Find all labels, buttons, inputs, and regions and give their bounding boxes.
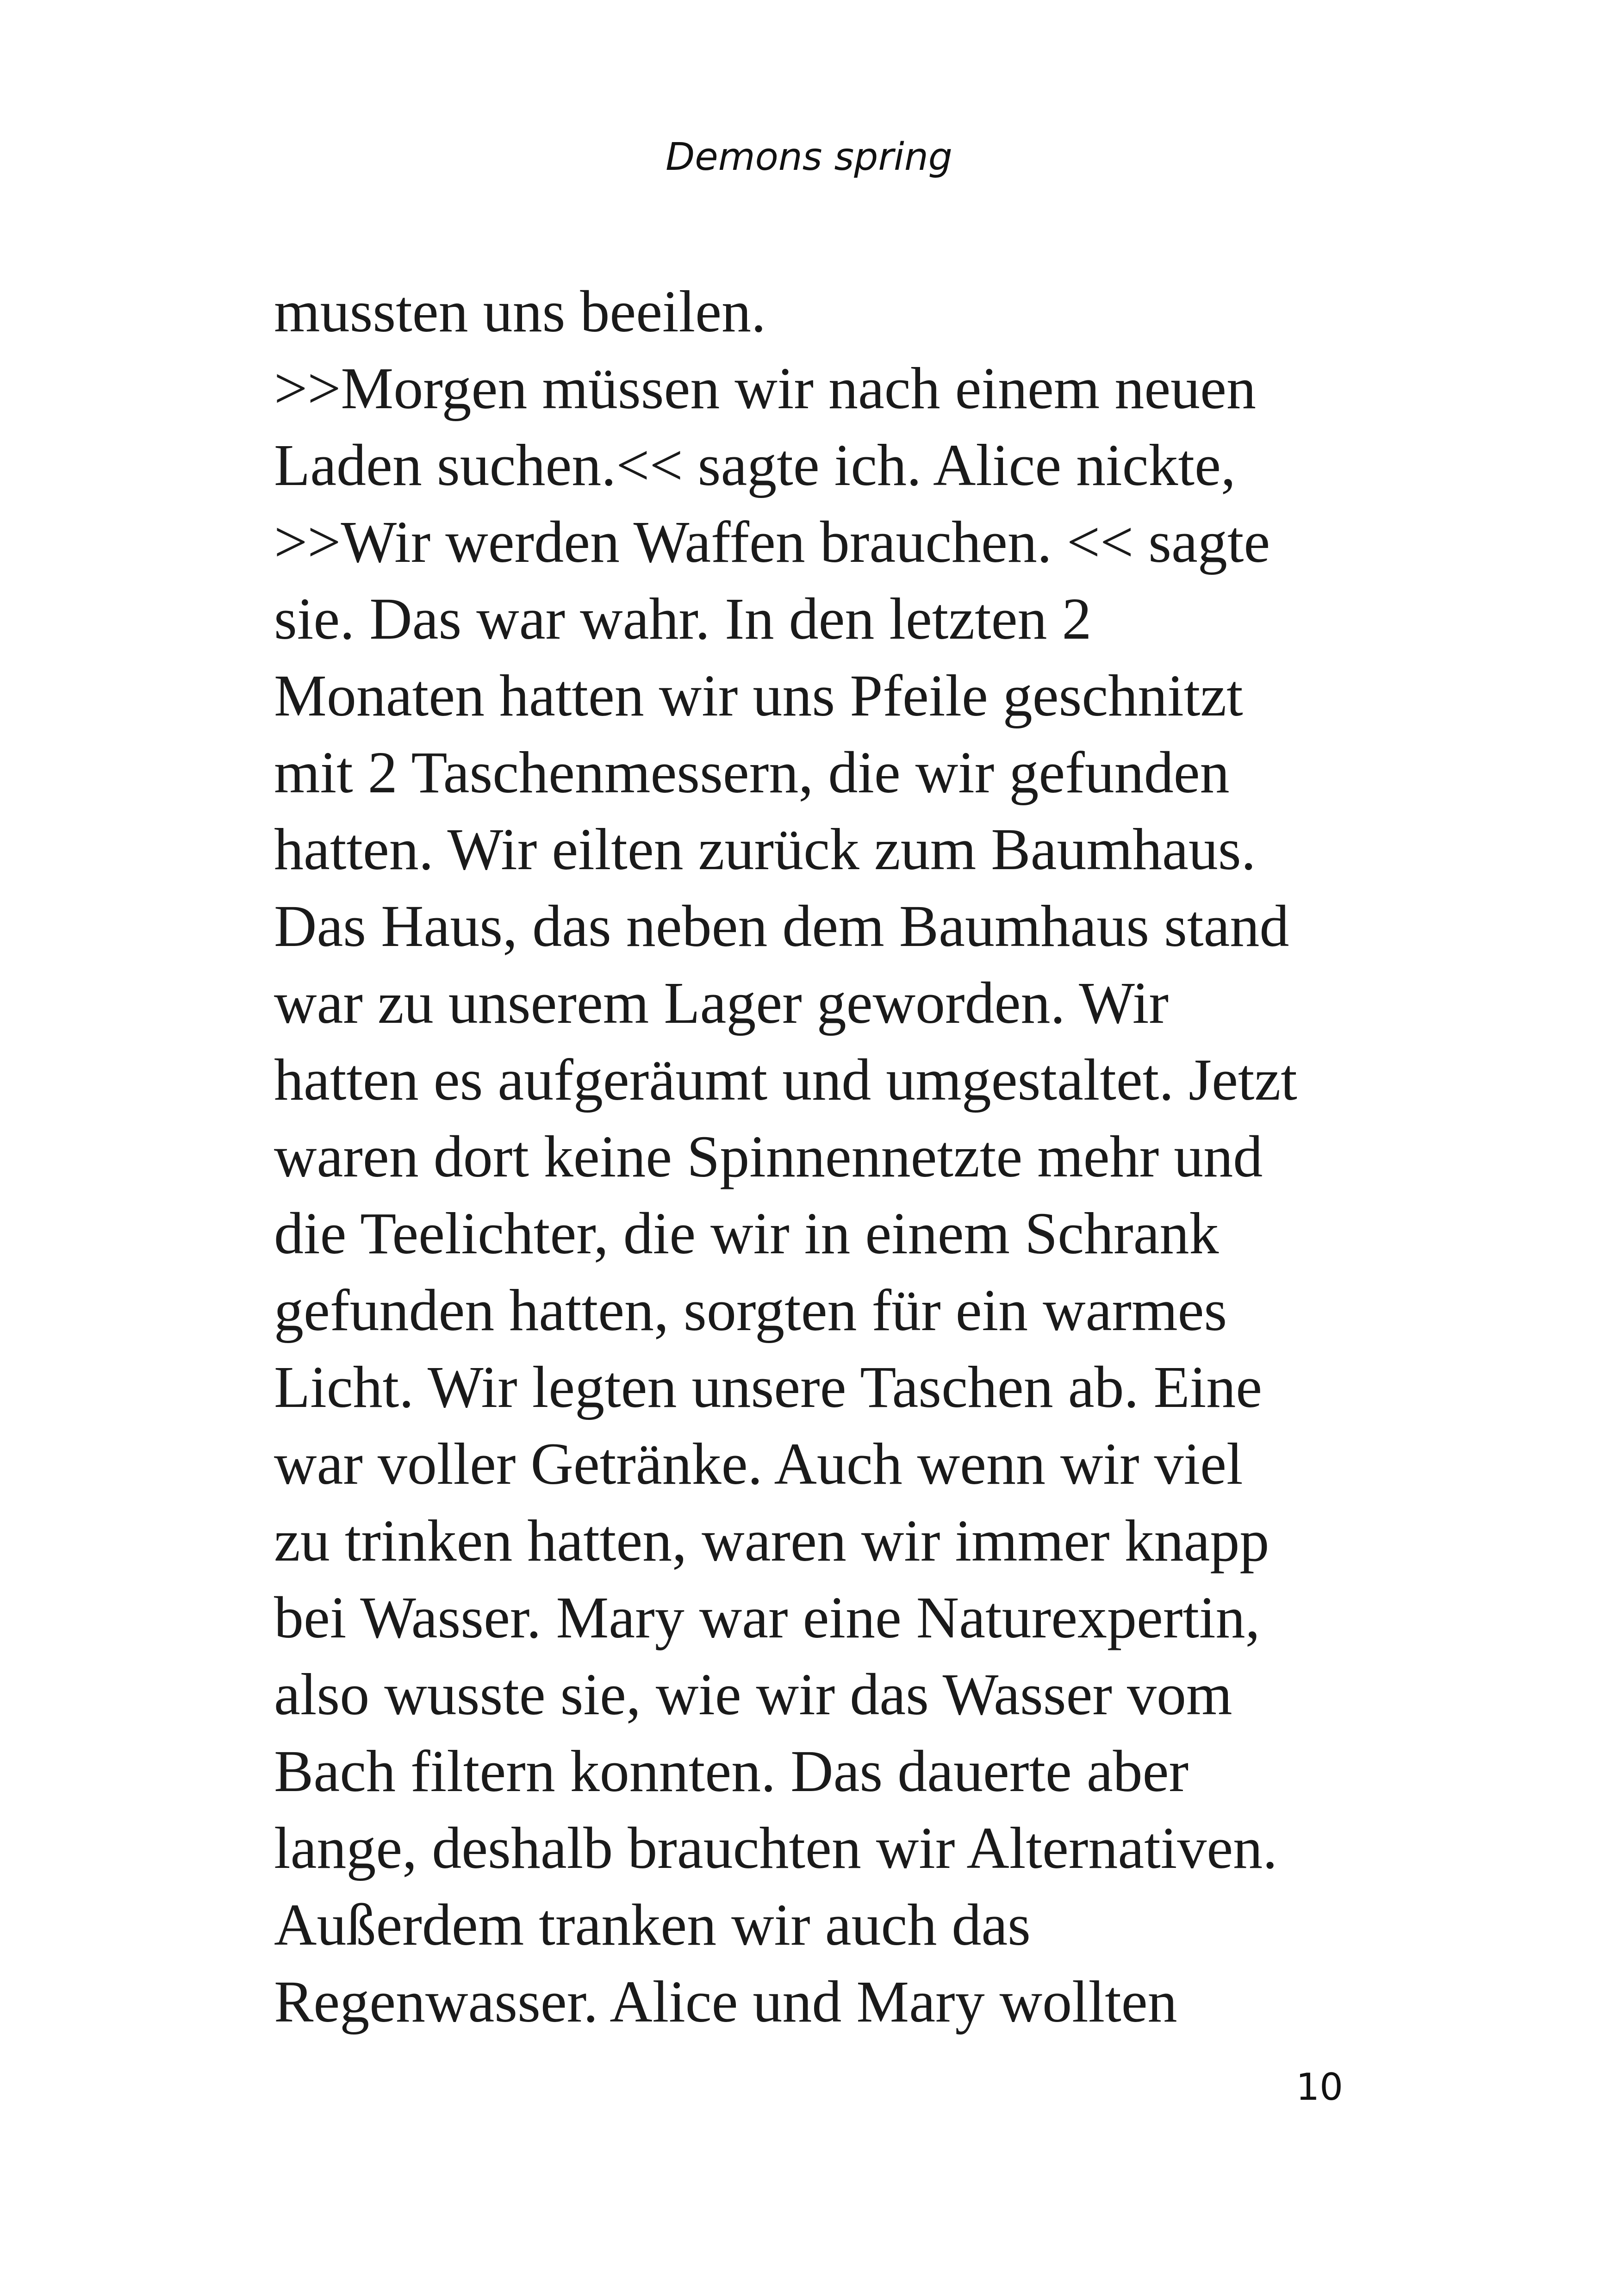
text-line: Laden suchen.<< sagte ich. Alice nickte, (274, 432, 1236, 498)
text-line: waren dort keine Spinnennetzte mehr und (274, 1124, 1263, 1189)
text-line: hatten es aufgeräumt und umgestaltet. Jetzt (274, 1047, 1297, 1113)
text-line: die Teelichter, die wir in einem Schrank (274, 1201, 1219, 1266)
text-line: war zu unserem Lager geworden. Wir (274, 970, 1169, 1036)
page-number: 10 (1296, 2066, 1343, 2109)
text-line: Monaten hatten wir uns Pfeile geschnitzt (274, 663, 1243, 728)
text-line: war voller Getränke. Auch wenn wir viel (274, 1431, 1243, 1497)
text-line: >>Wir werden Waffen brauchen. << sagte (274, 509, 1270, 575)
text-line: hatten. Wir eilten zurück zum Baumhaus. (274, 816, 1256, 882)
text-line: also wusste sie, wie wir das Wasser vom (274, 1661, 1232, 1727)
text-line: sie. Das war wahr. In den letzten 2 (274, 586, 1092, 652)
body-text (274, 273, 1385, 2040)
text-line: >>Morgen müssen wir nach einem neuen (274, 355, 1256, 421)
text-line: Das Haus, das neben dem Baumhaus stand (274, 893, 1289, 959)
text-line: zu trinken hatten, waren wir immer knapp (274, 1508, 1270, 1574)
text-line: Bach filtern konnten. Das dauerte aber (274, 1738, 1189, 1804)
text-line: Regenwasser. Alice und Mary wollten (274, 1969, 1177, 2035)
text-line: mussten uns beeilen. (274, 279, 766, 344)
text-line: Außerdem tranken wir auch das (274, 1892, 1031, 1958)
text-line: mit 2 Taschenmessern, die wir gefunden (274, 740, 1230, 805)
running-header-title: Demons spring (666, 135, 952, 179)
text-line: lange, deshalb brauchten wir Alternativen. (274, 1815, 1278, 1881)
text-line: Licht. Wir legten unsere Taschen ab. Eine (274, 1354, 1263, 1420)
text-line: bei Wasser. Mary war eine Naturexpertin, (274, 1585, 1260, 1650)
text-line: gefunden hatten, sorgten für ein warmes (274, 1277, 1227, 1343)
